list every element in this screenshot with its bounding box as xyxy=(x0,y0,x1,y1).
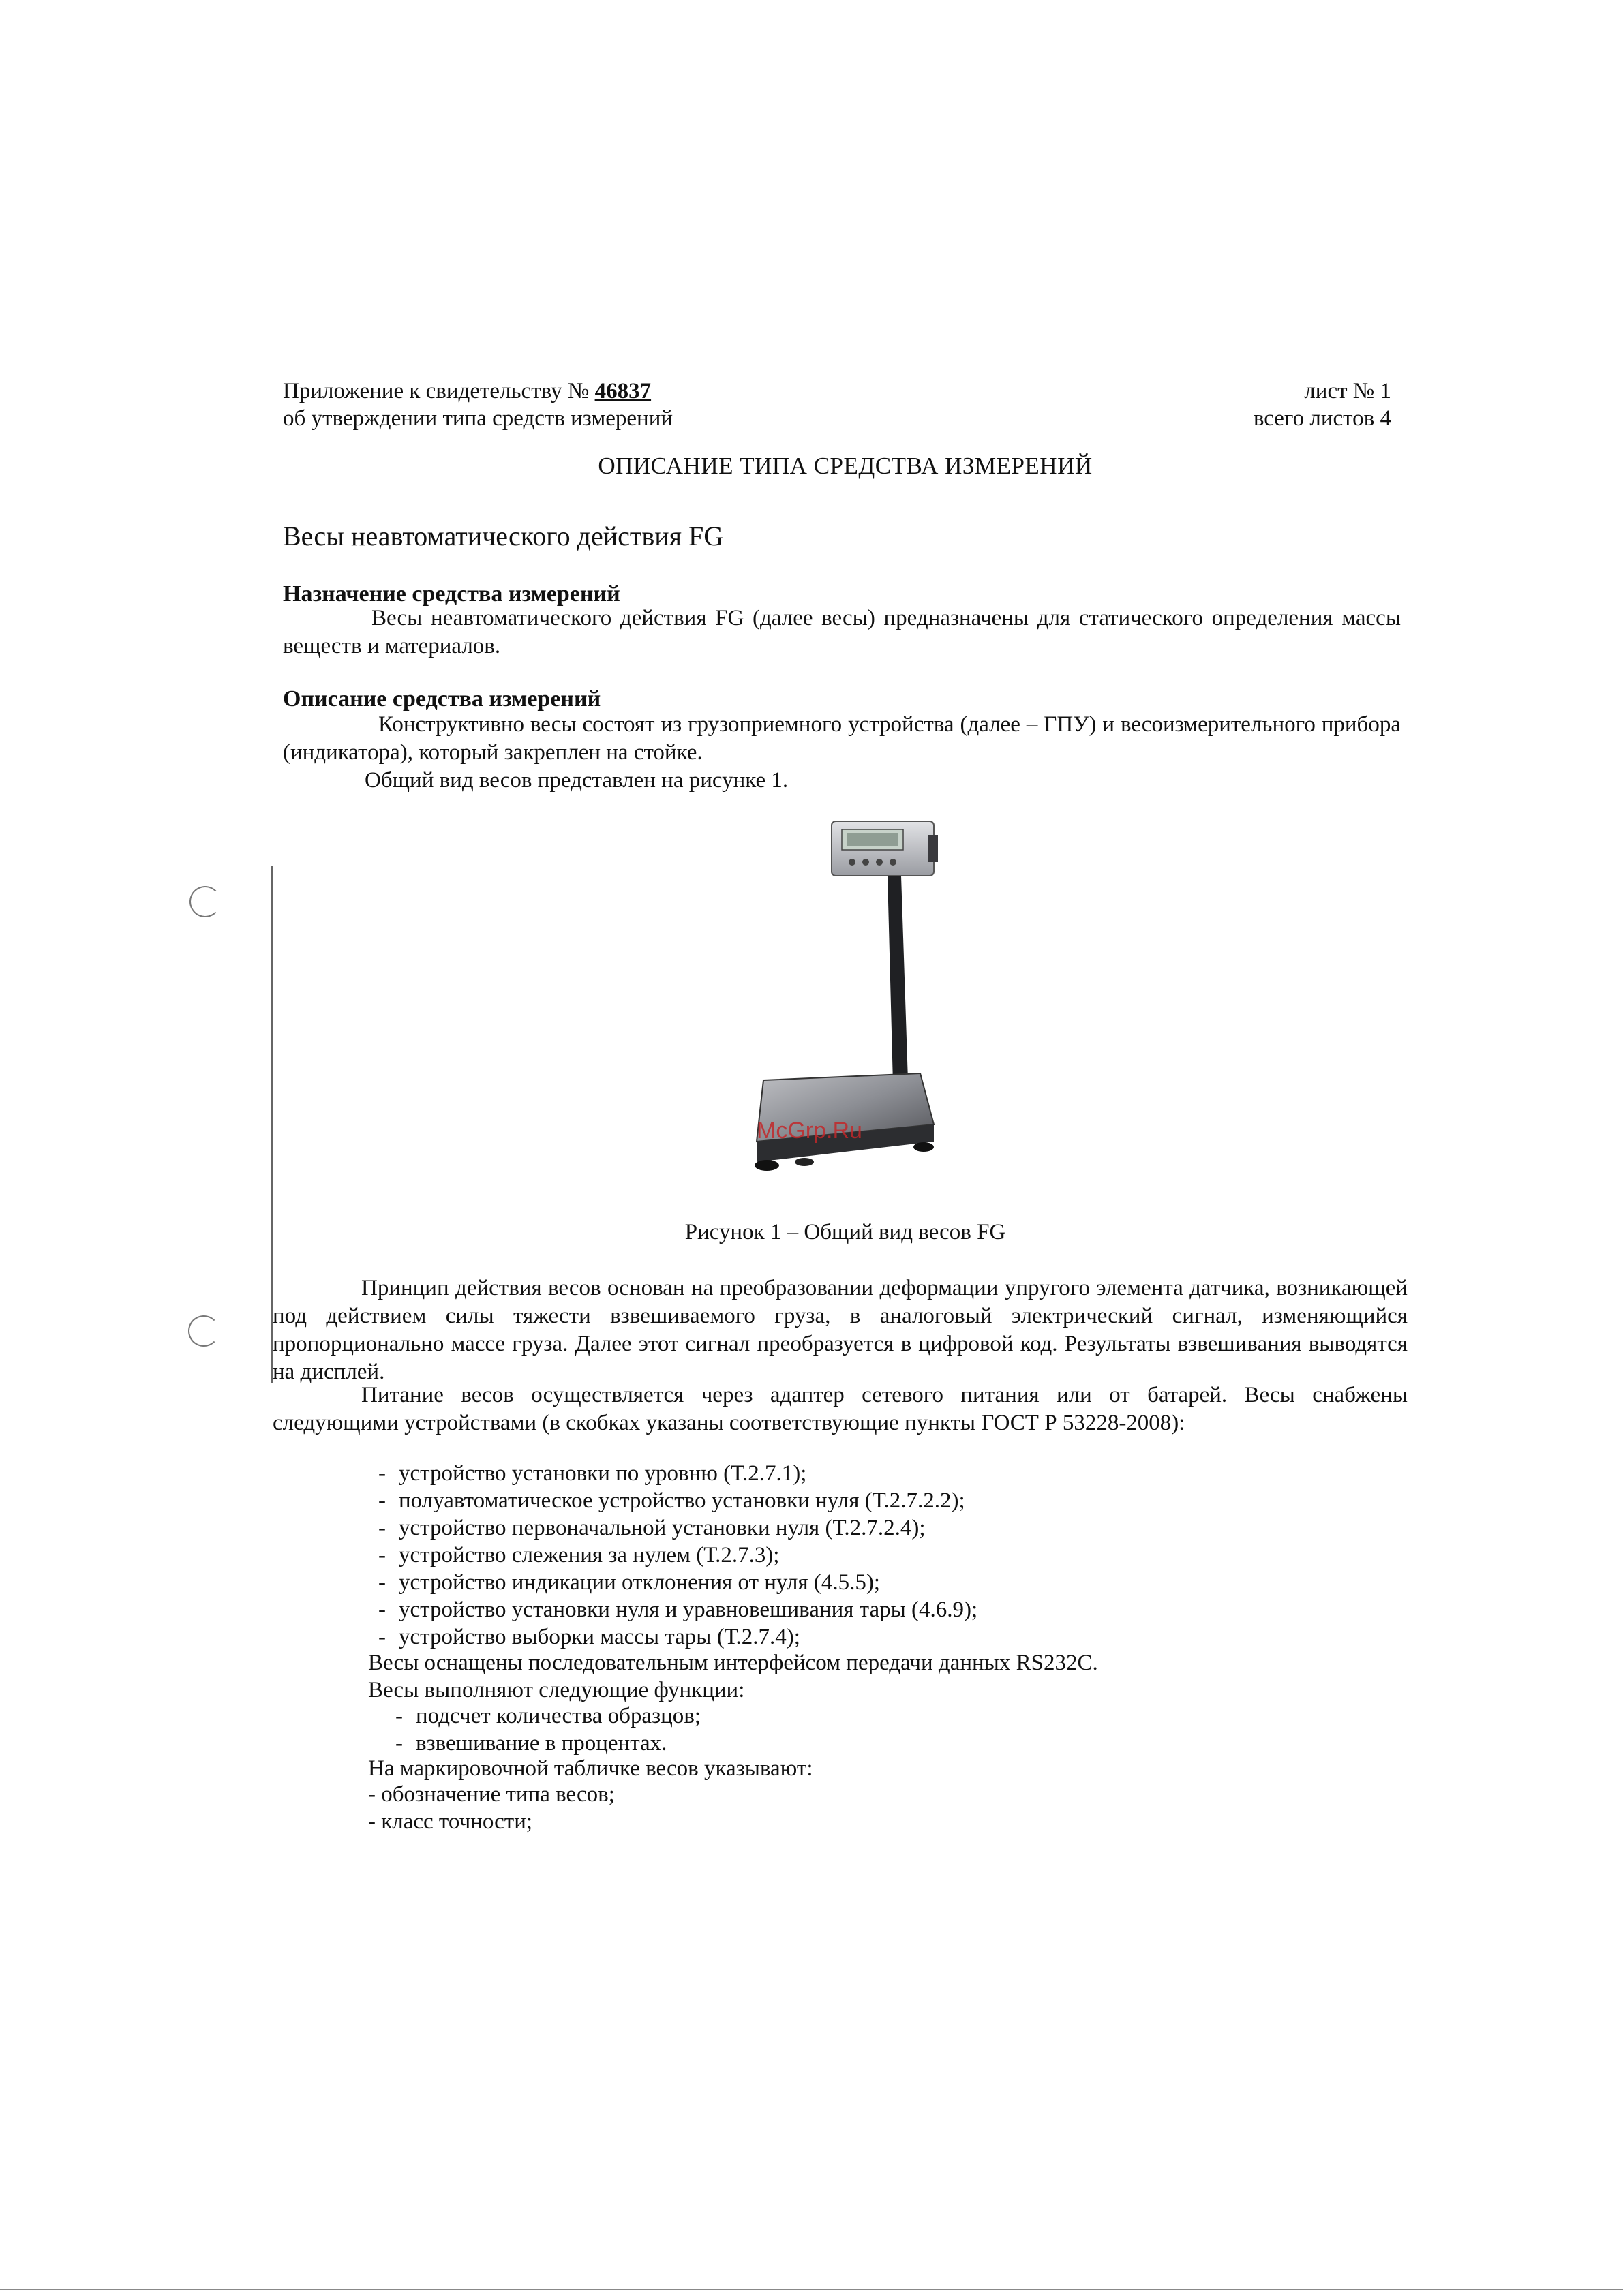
list-item: - полуавтоматическое устройство установки нуля (Т.2.7.2.2); xyxy=(378,1488,965,1513)
marking-intro: На маркировочной табличке весов указывают: xyxy=(368,1756,813,1781)
list-item: - взвешивание в процентах. xyxy=(395,1731,667,1756)
sheet-number: лист № 1 xyxy=(1304,379,1391,403)
list-item: - класс точности; xyxy=(368,1809,533,1834)
header-line2: об утверждении типа средств измерений xyxy=(283,406,673,431)
functions-intro: Весы выполняют следующие функции: xyxy=(368,1678,745,1702)
scale-figure xyxy=(729,821,947,1189)
description-text xyxy=(283,711,1401,795)
header-left xyxy=(283,378,673,432)
column xyxy=(888,876,908,1084)
indicator-head xyxy=(832,821,938,876)
punch-hole xyxy=(189,886,221,917)
scan-edge xyxy=(0,2289,1623,2290)
list-item: - подсчет количества образцов; xyxy=(395,1704,701,1728)
list-item: - обозначение типа весов; xyxy=(368,1782,615,1807)
total-sheets: всего листов 4 xyxy=(1253,406,1391,431)
list-item: - устройство слежения за нулем (Т.2.7.3); xyxy=(378,1543,780,1567)
description-heading: Описание средства измерений xyxy=(283,686,601,711)
marking-list xyxy=(368,1781,615,1835)
punch-hole xyxy=(188,1315,219,1347)
power-text: Питание весов осуществляется через адаптер сетевого питания или от батарей. Весы снабжены следующими устройствами (в скобках указаны соответствующие пункты ГОСТ Р 53228-2008): xyxy=(273,1383,1408,1435)
document-title: ОПИСАНИЕ ТИПА СРЕДСТВА ИЗМЕРЕНИЙ xyxy=(598,453,1093,479)
watermark: McGrp.Ru xyxy=(757,1118,862,1144)
certificate-number: 46837 xyxy=(594,379,652,403)
description-p1: Конструктивно весы состоят из грузоприемного устройства (далее – ГПУ) и весоизмерительного прибора (индикатора), который закреплен на стойке. xyxy=(283,712,1401,765)
list-item: - устройство выборки массы тары (Т.2.7.4); xyxy=(378,1625,800,1649)
list-item: - устройство первоначальной установки нуля (Т.2.7.2.4); xyxy=(378,1516,926,1540)
purpose-text: Весы неавтоматического действия FG (далее весы) предназначены для статического определения массы веществ и материалов. xyxy=(283,606,1401,658)
header-right xyxy=(1254,378,1391,432)
list-item: - устройство установки нуля и уравновешивания тары (4.6.9); xyxy=(378,1597,978,1622)
product-title: Весы неавтоматического действия FG xyxy=(283,521,724,551)
figure-caption: Рисунок 1 – Общий вид весов FG xyxy=(684,1220,1006,1244)
rs232-text: Весы оснащены последовательным интерфейсом передачи данных RS232C. xyxy=(368,1651,1098,1675)
principle-text: Принцип действия весов основан на преобразовании деформации упругого элемента датчика, возникающей под действием силы тяжести взвешиваемого груза, в аналоговый электрический сигнал, изменяющийся пропорционально массе груза. Далее этот сигнал преобразуется в цифровой код. Результаты взвешивания выводятся на дисплей. xyxy=(273,1276,1408,1384)
purpose-heading: Назначение средства измерений xyxy=(283,581,620,607)
description-p2: Общий вид весов представлен на рисунке 1. xyxy=(365,768,789,793)
functions-list xyxy=(395,1702,701,1757)
list-item: - устройство индикации отклонения от нуля (4.5.5); xyxy=(378,1570,881,1595)
header-line1: Приложение к свидетельству № xyxy=(283,379,595,403)
list-item: - устройство установки по уровню (Т.2.7.1); xyxy=(378,1461,807,1486)
devices-list xyxy=(378,1460,977,1651)
